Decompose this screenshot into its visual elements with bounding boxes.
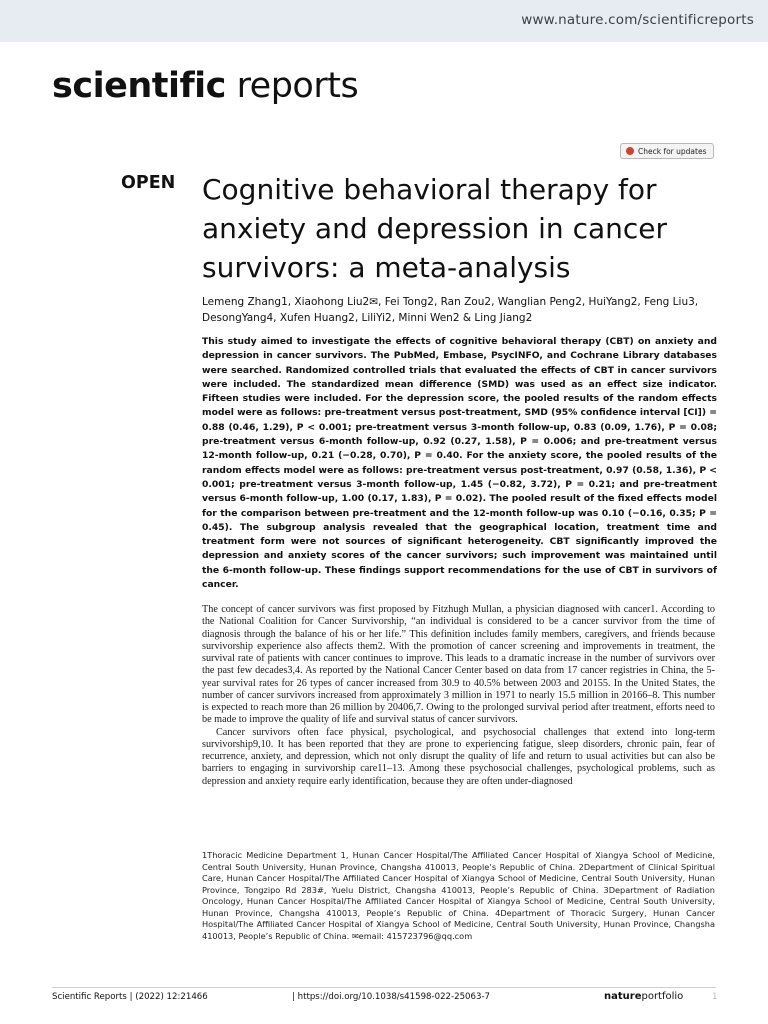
journal-logo-light: reports <box>225 66 359 106</box>
abstract: This study aimed to investigate the effects of cognitive behavioral therapy (CBT) on anxiety and depression in cancer survivors. The PubMed, Embase, PsycINFO, and Cochrane Library databases were searched. Randomized controlled trials that evaluated the effects of CBT in cancer survivors were included. The standardized mean difference (SMD) was used as an effect size indicator. Fifteen studies were included. For the depression score, the pooled results of the random effects model were as follows: pre-treatment versus post-treatment, SMD (95% confidence interval [CI]) = 0.88 (0.46, 1.29), P < 0.001; pre-treatment versus 3-month follow-up, 0.83 (0.09, 1.76), P = 0.08; pre-treatment versus 6-month follow-up, 0.92 (0.27, 1.58), P = 0.006; and pre-treatment versus 12-month follow-up, 0.21 (−0.28, 0.70), P = 0.40. For the anxiety score, the pooled results of the random effects model were as follows: pre-treatment versus post-treatment, 0.97 (0.58, 1.36), P < 0.001; pre-treatment versus 3-month follow-up, 1.45 (−0.82, 3.72), P = 0.21; and pre-treatment versus 6-month follow-up, 1.00 (0.17, 1.83), P = 0.02). The pooled result of the fixed effects model for the comparison between pre-treatment and the 12-month follow-up was 0.10 (−0.16, 0.35; P = 0.45). The subgroup analysis revealed that the geographical location, treatment time and treatment form were not sources of significant heterogeneity. CBT significantly improved the depression and anxiety scores of the cancer survivors; such improvement was maintained until the 6-month follow-up. These findings support recommendations for the use of CBT in survivors of cancer. <box>202 336 717 591</box>
nature-portfolio-logo <box>604 991 683 1002</box>
footer-divider <box>52 987 716 988</box>
page-footer <box>52 992 716 1006</box>
crossmark-icon <box>626 147 634 155</box>
affiliations: 1Thoracic Medicine Department 1, Hunan Cancer Hospital/The Affiliated Cancer Hospital of Xiangya School of Medicine, Central South University, Hunan Province, Changsha 410013, People’s Republic of China. 2Department of Clinical Spiritual Care, Hunan Cancer Hospital/The Affiliated Cancer Hospital of Xiangya School of Medicine, Central South University, Hunan Province, Tongzipo Rd 283#, Yuelu District, Changsha 410013, People’s Republic of China. 3Department of Radiation Oncology, Hunan Cancer Hospital/The Affiliated Cancer Hospital of Xiangya School of Medicine, Central South University, Hunan Province, Changsha 410013, People’s Republic of China. 4Department of Thoracic Surgery, Hunan Cancer Hospital/The Affiliated Cancer Hospital of Xiangya School of Medicine, Central South University, Hunan Province, Changsha 410013, People’s Republic of China. ✉email: 415723796@qq.com <box>202 850 715 941</box>
journal-logo[interactable] <box>52 66 358 106</box>
journal-logo-bold: scientific <box>52 66 226 106</box>
site-url-link[interactable]: www.nature.com/scientificreports <box>521 12 754 28</box>
open-access-label: OPEN <box>121 173 176 193</box>
intro-paragraph-2: Cancer survivors often face physical, psychological, and psychosocial challenges that extend into long-term survivorship9,10. It has been reported that they are prone to experiencing fatigue, sleep disorders, chronic pain, fear of recurrence, anxiety, and depression, which not only disrupt the quality of life and return to usual activities but can also be barriers to engaging in survivorship care11–13. Among these psychosocial challenges, psychological problems, such as depression and anxiety require early identification, because they are often under-diagnosed <box>202 726 715 787</box>
author-list: Lemeng Zhang1, Xiaohong Liu2✉, Fei Tong2, Ran Zou2, Wanglian Peng2, HuiYang2, Feng Liu3, DesongYang4, Xufen Huang2, LiliYi2, Minni Wen2 & Ling Jiang2 <box>202 296 699 324</box>
introduction-body <box>202 604 715 788</box>
brand-bold: nature <box>604 991 642 1002</box>
article-title: Cognitive behavioral therapy for anxiety and depression in cancer survivors: a meta-analysis <box>202 173 667 284</box>
page-number: 1 <box>712 992 718 1002</box>
journal-reference: Scientific Reports | (2022) 12:21466 <box>52 992 208 1002</box>
brand-light: portfolio <box>641 991 684 1002</box>
intro-paragraph-1: The concept of cancer survivors was first proposed by Fitzhugh Mullan, a physician diagnosed with cancer1. According to the National Coalition for Cancer Survivorship, “an individual is considered to be a cancer survivor from the time of diagnosis through the balance of his or her life.” This definition includes family members, caregivers, and friends because survivorship experience also affects them2. With the promotion of cancer screening and improvements in treatment, the survival rate of patients with cancer continues to improve. This leads to a dramatic increase in the number of survivors over the past few decades3,4. As reported by the National Cancer Center based on data from 17 cancer registries in China, the 5-year survival rates for 26 types of cancer increased from 30.9 to 40.5% between 2003 and 20155. In the United States, the number of cancer survivors increased from approximately 3 million in 1971 to nearly 15.5 million in 20166–8. This number is expected to reach more than 26 million by 20406,7. Owing to the prolonged survival period after treatment, efforts need to be made to improve the quality of life and survival status of cancer survivors. <box>202 604 715 726</box>
check-for-updates-label: Check for updates <box>638 146 707 156</box>
doi-link[interactable]: | https://doi.org/10.1038/s41598-022-25063-7 <box>292 992 491 1002</box>
check-for-updates-button[interactable] <box>620 143 714 159</box>
